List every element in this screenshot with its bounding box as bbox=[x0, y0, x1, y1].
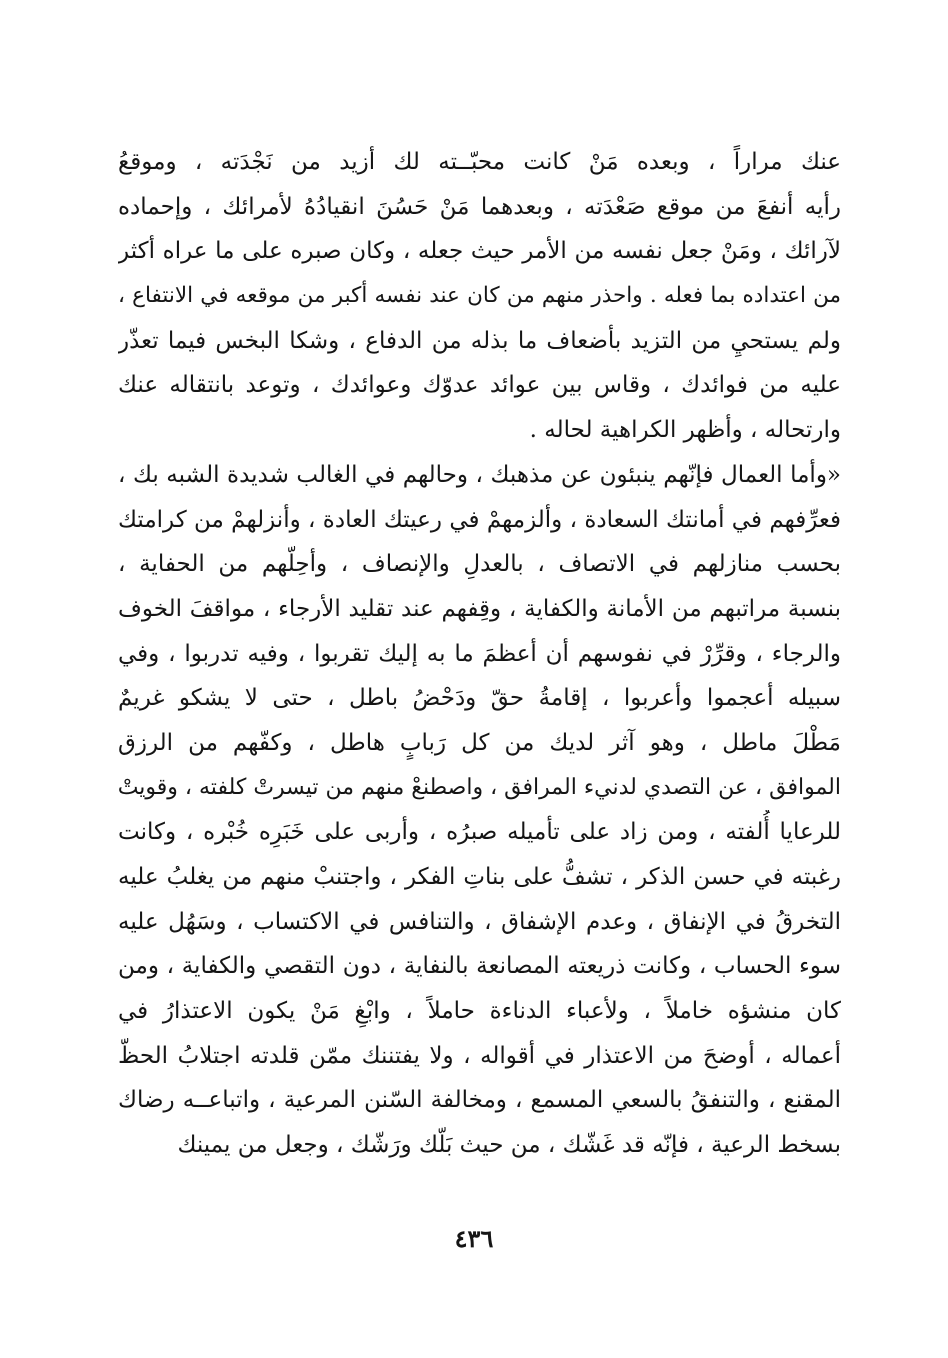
text-line: عليه من فوائدك ، وقاس بين عوائد عدوّك وعوائدك ، وتوعد بانتقاله عنك bbox=[118, 372, 841, 399]
text-line: فعرِّفهم في أمانتك السعادة ، وألزمهمْ في رعيتك العادة ، وأنزلهمْ من كرامتك bbox=[118, 506, 841, 533]
text-line: من اعتداده بما فعله . واحذر منهم من كان عند نفسه أكبر من موقعه في الانتفاع ، bbox=[118, 283, 841, 309]
body-text bbox=[118, 140, 841, 1168]
text-line: المقنع ، والتنفقُ بالسعي المسمع ، ومخالفة السّنن المرعية ، واتباعــه رضاك bbox=[118, 1087, 841, 1114]
text-line: للرعايا أُلفته ، ومن زاد على تأميله صبرُه ، وأربى على خَبَرِه خُبْره ، وكانت bbox=[118, 819, 841, 846]
text-line: سوء الحساب ، وكانت ذريعته المصانعة بالنفاية ، دون التقصي والكفاية ، ومن bbox=[118, 953, 841, 980]
text-line: التخرقُ في الإنفاق ، وعدم الإشفاق ، والتنافس في الاكتساب ، وسَهُل عليه bbox=[118, 908, 841, 935]
text-line: وارتحاله ، وأظهر الكراهية لحاله . bbox=[529, 417, 841, 444]
text-line: لآرائك ، ومَنْ جعل نفسه من الأمر حيث جعله ، وكان صبره على ما عراه أكثر bbox=[118, 238, 841, 265]
text-line: كان منشؤه خاملاً ، ولأعباء الدناءة حاملاً ، وابْغِ مَنْ يكون الاعتذارُ في bbox=[118, 998, 841, 1025]
text-line: أعماله ، أوضحَ من الاعتذار في أقواله ، ولا يفتننك ممّن قلدته اجتلابُ الحظّ bbox=[118, 1042, 841, 1069]
text-line: ولم يستحيِ من التزيد بأضعاف ما بذله من الدفاع ، وشكا البخس فيما تعذّر bbox=[118, 327, 841, 354]
text-line: رغبته في حسن الذكر ، تشفُّ على بناتِ الفكر ، واجتنبْ منهم من يغلبُ عليه bbox=[118, 864, 841, 890]
text-line: بسخط الرعية ، فإنّه قد غَشّك ، من حيث بَلّك ورَشّك ، وجعل من يمينك bbox=[177, 1132, 841, 1159]
text-line: «وأما العمال فإنّهم ينبئون عن مذهبك ، وحالهم في الغالب شديدة الشبه بك ، bbox=[118, 461, 841, 488]
text-line: مَطْلَ ماطل ، وهو آثر لديك من كل رَبابٍ هاطل ، وكفّهم من الرزق bbox=[118, 729, 841, 756]
page-number: ٤٣٦ bbox=[454, 1224, 494, 1253]
text-line: بنسبة مراتبهم من الأمانة والكفاية ، وقِفهم عند تقليد الأرجاء ، مواقفَ الخوف bbox=[118, 595, 841, 622]
text-line: عنك مراراً ، وبعده مَنْ كانت محبّــته لك أزيد من نَجْدَته ، وموقعُ bbox=[118, 149, 841, 175]
text-line: سبيله أعجموا وأعربوا ، إقامةُ حقّ ودَحْضُ باطل ، حتى لا يشكو غريمٌ bbox=[118, 685, 841, 712]
text-line: والرجاء ، وقرِّرْ في نفوسهم أن أعظمَ ما به إليك تقربوا ، وفيه تدربوا ، وفي bbox=[118, 640, 841, 667]
text-line: رأيه أنفعَ من موقع صَعْدَته ، وبعدهما مَنْ حَسُنَ انقيادُهُ لأمرائك ، وإحماده bbox=[118, 193, 841, 220]
text-line: بحسب منازلهم في الاتصاف ، بالعدلِ والإنصاف ، وأحِلّهم من الحفاية ، bbox=[118, 551, 841, 578]
text-line: الموافق ، عن التصدي لدنيء المرافق ، واصطنعْ منهم من تيسرتْ كلفته ، وقويتْ bbox=[118, 774, 841, 800]
